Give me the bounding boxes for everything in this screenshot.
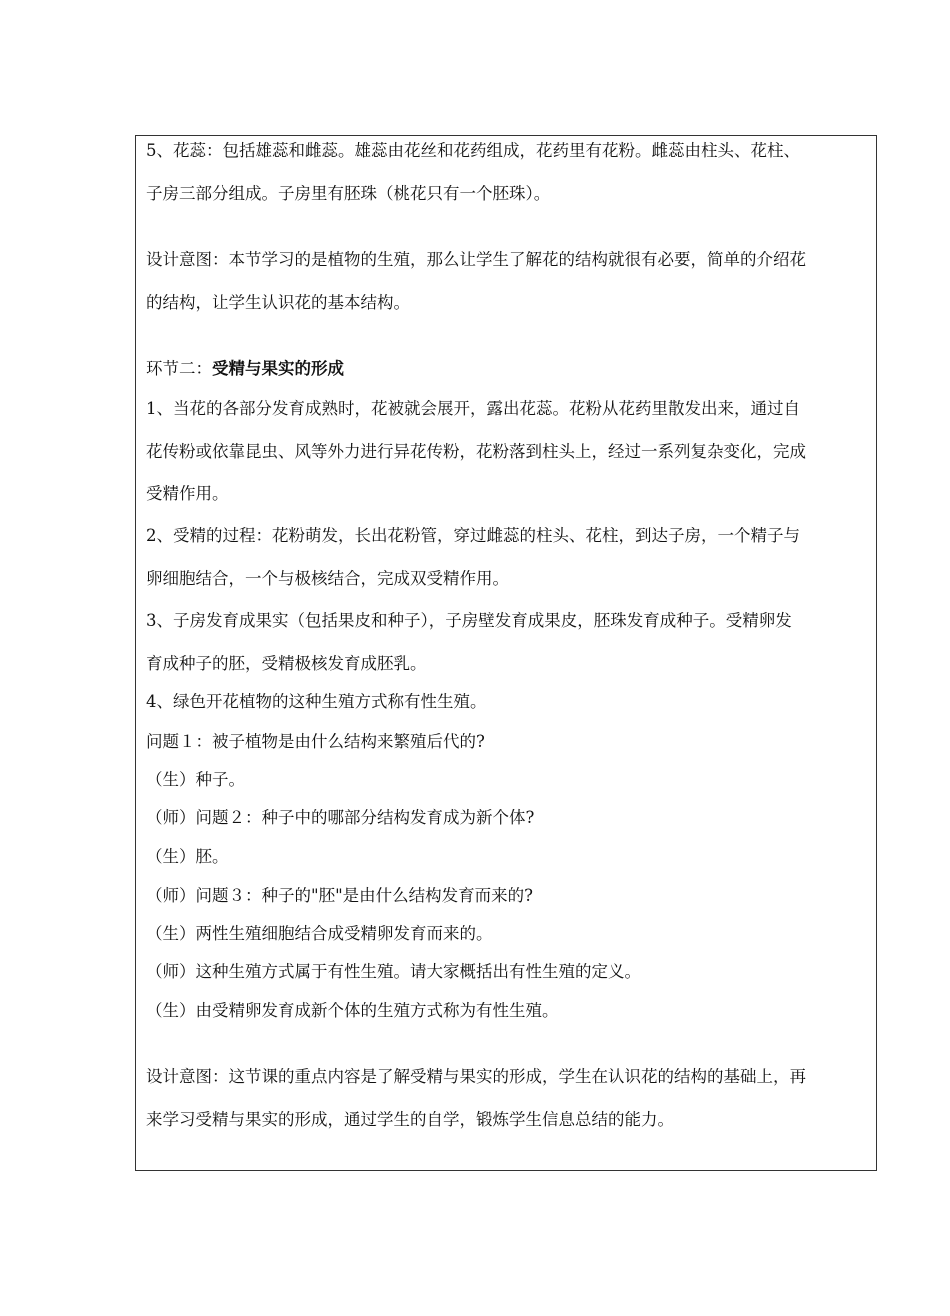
point-2-line-2: 卵细胞结合，一个与极核结合，完成双受精作用。 xyxy=(146,569,509,588)
design-intent-2-line-1: 设计意图：这节课的重点内容是了解受精与果实的形成，学生在认识花的结构的基础上，再 xyxy=(146,1067,806,1086)
point-3-line-1: 3、子房发育成果实（包括果皮和种子），子房壁发育成果皮，胚珠发育成种子。受精卵发 xyxy=(146,611,792,630)
dialogue-line: （生）种子。 xyxy=(146,770,245,789)
dialogue-line: （师）问题２：种子中的哪部分结构发育成为新个体? xyxy=(146,808,535,827)
point-4: 4、绿色开花植物的这种生殖方式称有性生殖。 xyxy=(146,692,487,711)
point-1-line-3: 受精作用。 xyxy=(146,484,229,503)
design-intent-1-line-2: 的结构，让学生认识花的基本结构。 xyxy=(146,293,410,312)
point-1-line-1: 1、当花的各部分发育成熟时，花被就会展开，露出花蕊。花粉从花药里散发出来，通过自 xyxy=(146,399,800,418)
dialogue-line: （师）问题３：种子的"胚"是由什么结构发育而来的? xyxy=(146,886,534,905)
dialogue-line: 问题１：被子植物是由什么结构来繁殖后代的? xyxy=(146,732,485,751)
design-intent-2-line-2: 来学习受精与果实的形成，通过学生的自学，锻炼学生信息总结的能力。 xyxy=(146,1110,674,1129)
flower-structure-line-2: 子房三部分组成。子房里有胚珠（桃花只有一个胚珠）。 xyxy=(146,184,551,203)
dialogue-line: （生）两性生殖细胞结合成受精卵发育而来的。 xyxy=(146,924,493,943)
dialogue-line: （师）这种生殖方式属于有性生殖。请大家概括出有性生殖的定义。 xyxy=(146,962,641,981)
point-1-line-2: 花传粉或依靠昆虫、风等外力进行异花传粉，花粉落到柱头上，经过一系列复杂变化，完成 xyxy=(146,442,806,461)
point-2-line-1: 2、受精的过程：花粉萌发，长出花粉管，穿过雌蕊的柱头、花柱，到达子房，一个精子与 xyxy=(146,526,800,545)
section-two-heading xyxy=(146,359,344,379)
section-two-title: 受精与果实的形成 xyxy=(212,359,344,378)
point-3-line-2: 育成种子的胚，受精极核发育成胚乳。 xyxy=(146,654,427,673)
design-intent-1-line-1: 设计意图：本节学习的是植物的生殖，那么让学生了解花的结构就很有必要，简单的介绍花 xyxy=(146,250,806,269)
flower-structure-line-1: 5、花蕊：包括雄蕊和雌蕊。雄蕊由花丝和花药组成，花药里有花粉。雌蕊由柱头、花柱、 xyxy=(146,141,800,160)
dialogue-line: （生）由受精卵发育成新个体的生殖方式称为有性生殖。 xyxy=(146,1001,559,1020)
section-two-prefix: 环节二： xyxy=(146,359,212,378)
dialogue-line: （生）胚。 xyxy=(146,847,229,866)
